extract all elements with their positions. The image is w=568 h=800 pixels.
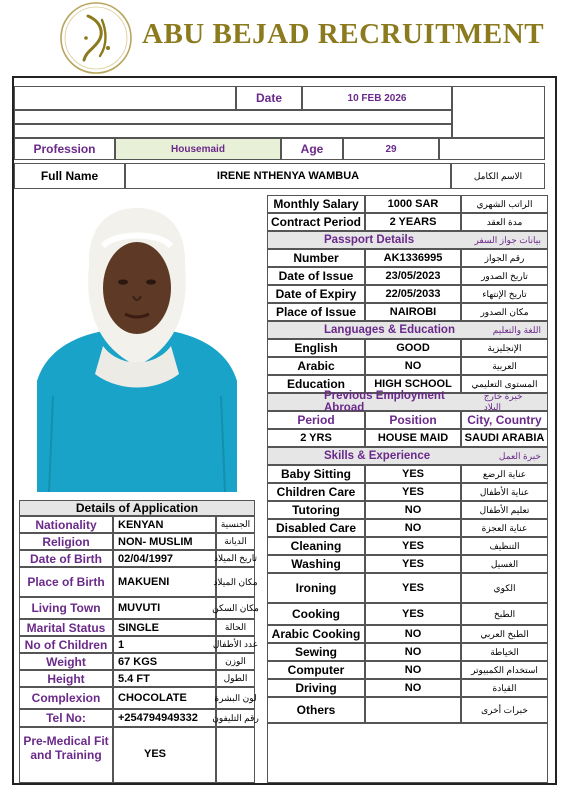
details-value: KENYAN xyxy=(113,516,216,533)
skills-label: Washing xyxy=(267,555,365,573)
details-label: Weight xyxy=(19,653,113,670)
details-value: MAKUENI xyxy=(113,567,216,597)
profession-value: Housemaid xyxy=(115,138,281,160)
skills-label: Cleaning xyxy=(267,537,365,555)
details-label: Place of Birth xyxy=(19,567,113,597)
languages-label: English xyxy=(267,339,365,357)
details-ar: مكان الميلاد xyxy=(216,567,255,597)
passport-label: Number xyxy=(267,249,365,267)
employment-value: HOUSE MAID xyxy=(365,429,461,447)
skills-label: Ironing xyxy=(267,573,365,603)
skills-value: NO xyxy=(365,643,461,661)
skills-ar: عناية الأطفال xyxy=(461,483,548,501)
employment-value: 2 YRS xyxy=(267,429,365,447)
details-ar: الجنسية xyxy=(216,516,255,533)
skills-value: NO xyxy=(365,625,461,643)
languages-ar: العربية xyxy=(461,357,548,375)
details-ar: مكان السكن xyxy=(216,597,255,619)
skills-label: Tutoring xyxy=(267,501,365,519)
details-value: 67 KGS xyxy=(113,653,216,670)
skills-value: YES xyxy=(365,603,461,625)
languages-section xyxy=(267,321,548,339)
right-value: 2 YEARS xyxy=(365,213,461,231)
skills-label: Driving xyxy=(267,679,365,697)
skills-label: Computer xyxy=(267,661,365,679)
passport-ar: رقم الجواز xyxy=(461,249,548,267)
skills-ar: الخياطة xyxy=(461,643,548,661)
passport-label: Date of Expiry xyxy=(267,285,365,303)
skills-label: Others xyxy=(267,697,365,723)
languages-section-title: Languages & Education xyxy=(324,324,455,336)
passport-section xyxy=(267,231,548,249)
skills-label: Arabic Cooking xyxy=(267,625,365,643)
skills-value: YES xyxy=(365,573,461,603)
skills-label: Children Care xyxy=(267,483,365,501)
blank-row xyxy=(14,110,452,124)
right-ar: مدة العقد xyxy=(461,213,548,231)
skills-ar: تعليم الأطفال xyxy=(461,501,548,519)
employment-section-title-ar: خبرة خارج البلاد xyxy=(483,391,523,412)
profession-label: Profession xyxy=(14,138,115,160)
skills-ar: استخدام الكمبيوتر xyxy=(461,661,548,679)
details-ar: تاريخ الميلاد xyxy=(216,550,255,567)
blank-cell xyxy=(439,138,545,160)
blank-cell xyxy=(452,86,545,138)
details-label: Tel No: xyxy=(19,709,113,727)
passport-ar: تاريخ الصدور xyxy=(461,267,548,285)
passport-ar: مكان الصدور xyxy=(461,303,548,321)
premedical-label: Pre-Medical Fit and Training xyxy=(19,727,113,783)
employment-header: Period xyxy=(267,411,365,429)
languages-label: Arabic xyxy=(267,357,365,375)
details-value: NON- MUSLIM xyxy=(113,533,216,550)
skills-section-title-ar: خبرة العمل xyxy=(498,450,541,461)
passport-label: Place of Issue xyxy=(267,303,365,321)
skills-label: Sewing xyxy=(267,643,365,661)
brand-title: ABU BEJAD RECRUITMENT xyxy=(142,18,545,50)
details-ar: عدد الأطفال xyxy=(216,636,255,653)
skills-section xyxy=(267,447,548,465)
details-label: Nationality xyxy=(19,516,113,533)
skills-value: NO xyxy=(365,501,461,519)
passport-value: AK1336995 xyxy=(365,249,461,267)
details-value: SINGLE xyxy=(113,619,216,636)
passport-value: NAIROBI xyxy=(365,303,461,321)
languages-ar: المستوى التعليمي xyxy=(461,375,548,393)
brand-logo-icon xyxy=(58,0,134,76)
details-value: MUVUTI xyxy=(113,597,216,619)
languages-ar: الإنجليزية xyxy=(461,339,548,357)
details-label: Complexion xyxy=(19,687,113,709)
details-ar: الحالة xyxy=(216,619,255,636)
skills-label: Baby Sitting xyxy=(267,465,365,483)
languages-value: GOOD xyxy=(365,339,461,357)
skills-value: YES xyxy=(365,483,461,501)
details-label: Religion xyxy=(19,533,113,550)
passport-label: Date of Issue xyxy=(267,267,365,285)
skills-ar: خبرات أخرى xyxy=(461,697,548,723)
skills-label: Disabled Care xyxy=(267,519,365,537)
skills-ar: الطبخ xyxy=(461,603,548,625)
passport-value: 23/05/2023 xyxy=(365,267,461,285)
fullname-ar: الاسم الكامل xyxy=(451,163,545,189)
right-value: 1000 SAR xyxy=(365,195,461,213)
age-label: Age xyxy=(281,138,343,160)
skills-value: NO xyxy=(365,519,461,537)
blank-area xyxy=(267,723,548,783)
skills-value xyxy=(365,697,461,723)
skills-ar: الغسيل xyxy=(461,555,548,573)
premedical-value: YES xyxy=(113,727,216,783)
details-value: 5.4 FT xyxy=(113,670,216,687)
employment-section xyxy=(267,390,548,414)
employment-header: Position xyxy=(365,411,461,429)
skills-value: YES xyxy=(365,465,461,483)
skills-ar: التنظيف xyxy=(461,537,548,555)
skills-value: NO xyxy=(365,661,461,679)
details-ar: لون البشرة xyxy=(216,687,255,709)
passport-value: 22/05/2033 xyxy=(365,285,461,303)
skills-value: YES xyxy=(365,555,461,573)
details-ar: الوزن xyxy=(216,653,255,670)
right-ar: الراتب الشهري xyxy=(461,195,548,213)
skills-label: Cooking xyxy=(267,603,365,625)
details-ar: رقم التليفون xyxy=(216,709,255,727)
employment-value: SAUDI ARABIA xyxy=(461,429,548,447)
languages-value: HIGH SCHOOL xyxy=(365,375,461,393)
details-ar: الديانة xyxy=(216,533,255,550)
details-label: No of Children xyxy=(19,636,113,653)
fullname-label: Full Name xyxy=(14,163,125,189)
blank-cell xyxy=(216,727,255,783)
skills-section-title: Skills & Experience xyxy=(324,450,431,462)
skills-ar: القيادة xyxy=(461,679,548,697)
details-label: Height xyxy=(19,670,113,687)
details-value: 02/04/1997 xyxy=(113,550,216,567)
employment-section-title: Previous Employment Abroad xyxy=(324,390,445,414)
details-label: Living Town xyxy=(19,597,113,619)
employment-header: City, Country xyxy=(461,411,548,429)
languages-section-title-ar: اللغة والتعليم xyxy=(492,324,541,335)
right-label: Contract Period xyxy=(267,213,365,231)
languages-value: NO xyxy=(365,357,461,375)
details-value: +254794949332 xyxy=(113,709,216,727)
age-value: 29 xyxy=(343,138,439,160)
fullname-value: IRENE NTHENYA WAMBUA xyxy=(125,163,451,189)
details-value: CHOCOLATE xyxy=(113,687,216,709)
passport-section-title: Passport Details xyxy=(324,234,415,246)
passport-section-title-ar: بيانات جواز السفر xyxy=(474,234,541,245)
skills-ar: الطبخ العربي xyxy=(461,625,548,643)
date-label: Date xyxy=(236,86,302,110)
right-label: Monthly Salary xyxy=(267,195,365,213)
languages-label: Education xyxy=(267,375,365,393)
passport-ar: تاريخ الإنتهاء xyxy=(461,285,548,303)
details-value: 1 xyxy=(113,636,216,653)
details-label: Marital Status xyxy=(19,619,113,636)
blank-cell xyxy=(14,86,236,110)
skills-value: YES xyxy=(365,537,461,555)
skills-value: NO xyxy=(365,679,461,697)
details-ar: الطول xyxy=(216,670,255,687)
blank-row xyxy=(14,124,452,138)
details-title: Details of Application xyxy=(19,500,255,516)
skills-ar: عناية العجزة xyxy=(461,519,548,537)
skills-ar: عناية الرضع xyxy=(461,465,548,483)
date-value: 10 FEB 2026 xyxy=(302,86,452,110)
skills-ar: الكوي xyxy=(461,573,548,603)
applicant-photo xyxy=(19,196,255,492)
details-label: Date of Birth xyxy=(19,550,113,567)
